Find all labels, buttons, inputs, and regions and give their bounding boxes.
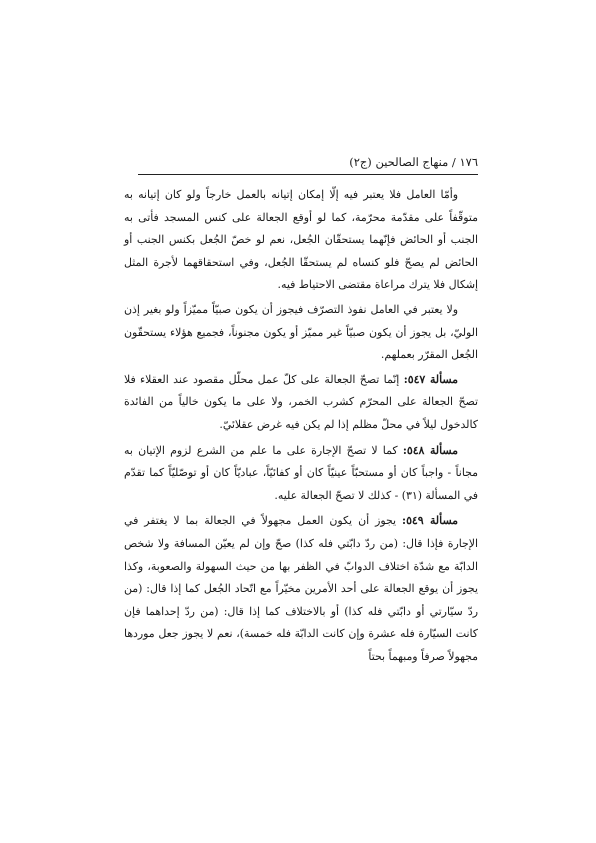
paragraph-text: إنّما تصحّ الجعالة على كلّ عمل محلّل مقصود عند العقلاء فلا تصحّ الجعالة على المحرّم كشرب الخمر، ولا على ما يكون خالياً من الفائدة كالدخول ليلاً في محلّ مظلم إذا لم يكن فيه غرض عقلائيّ. xyxy=(124,372,478,431)
issue-label: مسألة ٥٤٨: xyxy=(402,443,458,457)
paragraph-text: ولا يعتبر في العامل نفوذ التصرّف فيجوز أن يكون صبيّاً مميّزاً ولو بغير إذن الوليّ، بل يجوز أن يكون صبيّاً غير مميّز أو يكون مجنوناً، فجميع هؤلاء يستحقّون الجُعل المقرّر بعملهم. xyxy=(124,302,478,362)
issue-547 xyxy=(124,369,478,437)
paragraph-text: وأمّا العامل فلا يعتبر فيه إلّا إمكان إتيانه بالعمل خارجاً ولو كان إتيانه به متوقّفاً على مقدّمة محرّمة، كما لو أوقع الجعالة على كنس المسجد فأتى به الجنب أو الحائض فإنّهما يستحقّان الجُعل، نعم لو خصّ الجُعل بكنس الجنب أو الحائض لم يصحّ فلو كنساه لم يستحقّا الجُعل، وفي استحقاقهما لأجرة المثل إشكال فلا يترك مراعاة مقتضى الاحتياط فيه. xyxy=(124,188,478,292)
issue-548 xyxy=(124,440,478,508)
paragraph-text: كما لا تصحّ الإجارة على ما علم من الشرع لزوم الإتيان به مجاناً - واجباً كان أو مستحبّاً عينيّاً كان أو كفائيّاً، عباديّاً كان أو توصّليّاً كما تقدّم في المسألة (٣١) - كذلك لا تصحّ الجعالة عليه. xyxy=(124,443,478,502)
issue-label: مسألة ٥٤٧: xyxy=(403,372,458,386)
paragraph-worker-eligibility xyxy=(124,299,478,367)
paragraph-worker-conditions xyxy=(124,184,478,297)
paragraph-text: يجوز أن يكون العمل مجهولاً في الجعالة بما لا يغتفر في الإجارة فإذا قال: (من ردّ دابّتي فله كذا) صحّ وإن لم يعيّن المسافة ولا شخص الدابّة مع شدّة اختلاف الدوابّ في الظفر بها من حيث السهولة والصعوبة، وكذا يجوز أن يوقع الجعالة على أحد الأمرين مخيّراً مع اتّحاد الجُعل كما إذا قال: (من ردّ سيّارتي أو دابّتي فله كذا) أو بالاختلاف كما إذا قال: (من ردّ إحداهما فإن كانت السيّارة فله عشرة وإن كانت الدابّة فله خمسة)، نعم لا يجوز جعل موردها مجهولاً صرفاً ومبهماً بحتاً xyxy=(124,514,478,663)
page-number-and-title: ١٧٦ / منهاج الصالحين (ج٢) xyxy=(349,155,478,169)
issue-label: مسألة ٥٤٩: xyxy=(402,514,458,528)
page-body xyxy=(124,184,478,668)
header-rule xyxy=(138,174,478,175)
issue-549 xyxy=(124,510,478,668)
running-header xyxy=(138,154,478,170)
